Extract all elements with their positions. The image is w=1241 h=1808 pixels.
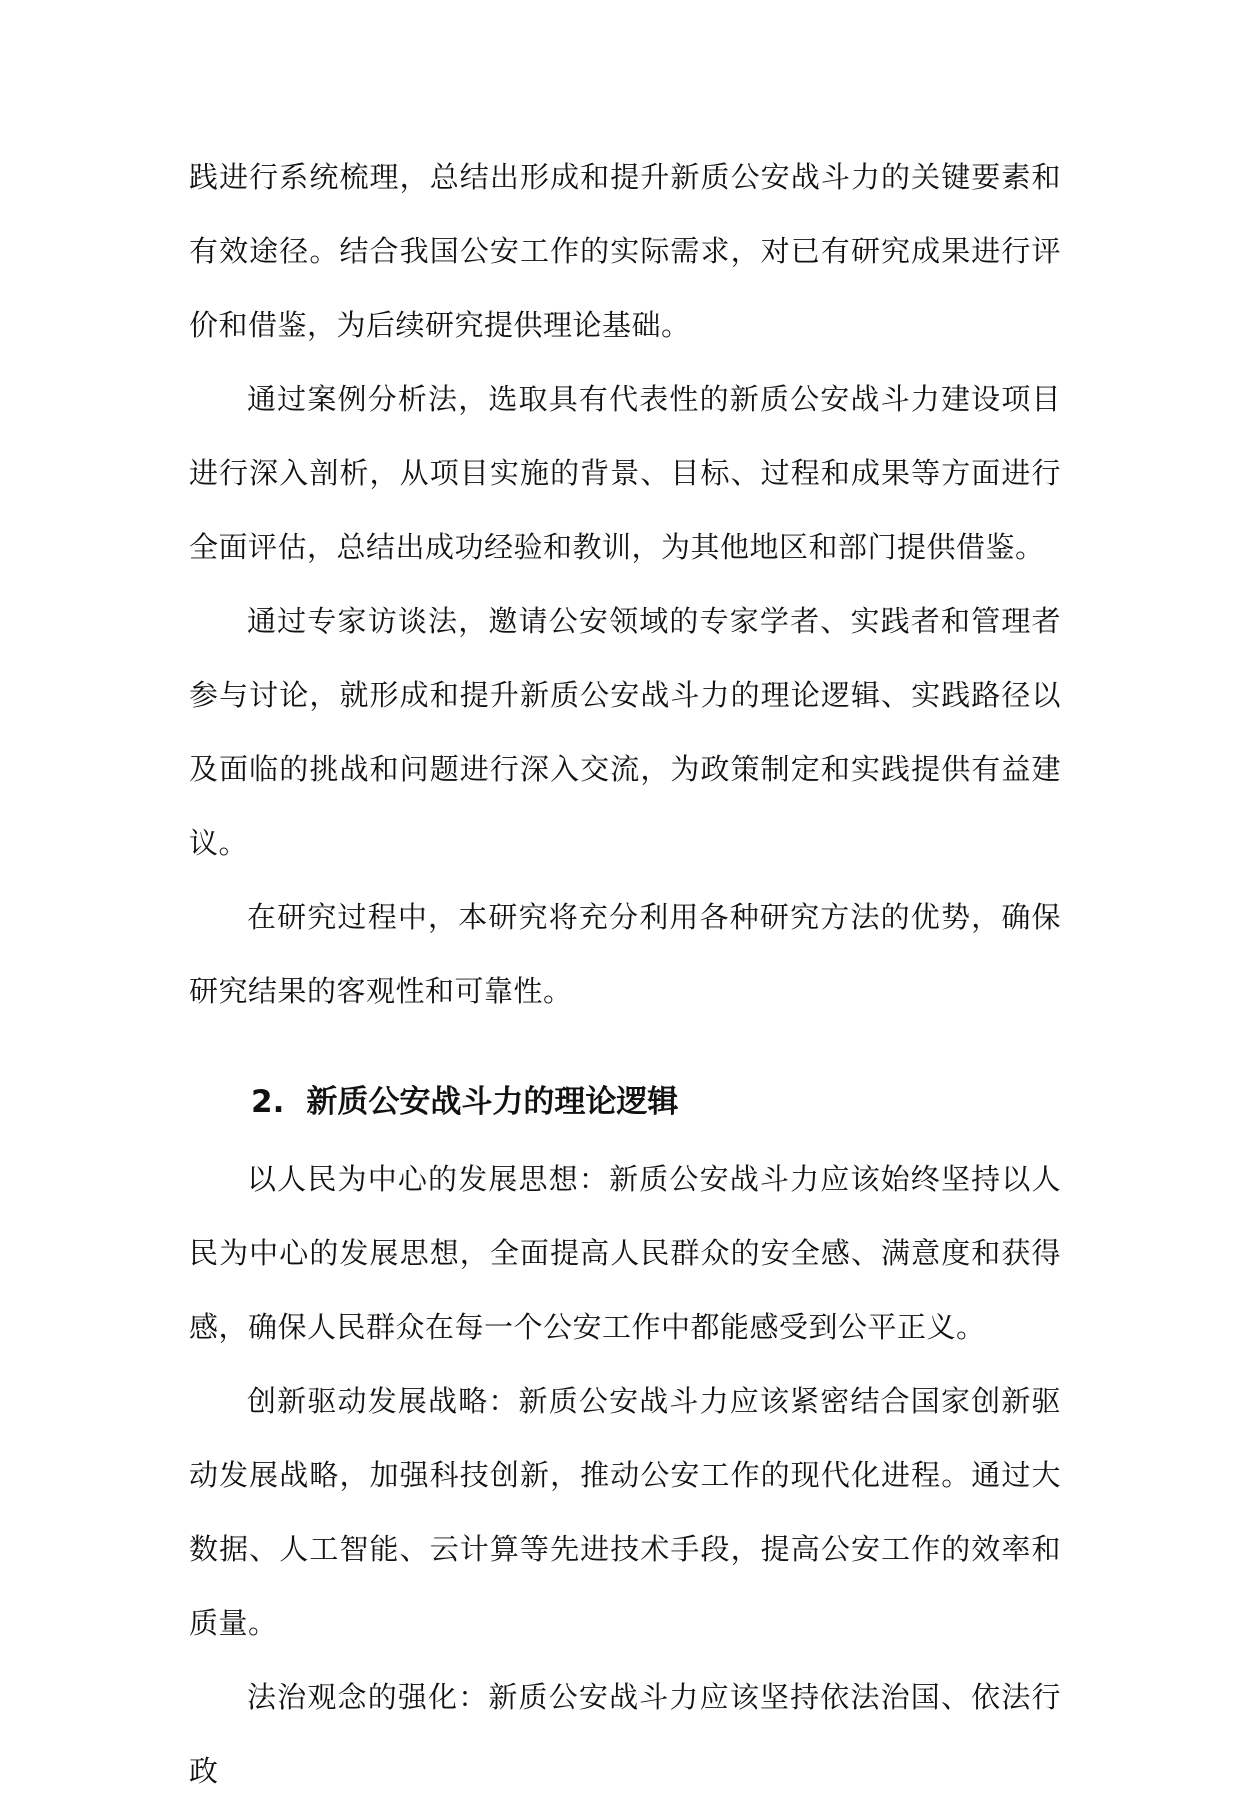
section-title: 新质公安战斗力的理论逻辑 — [306, 1084, 679, 1120]
paragraph: 通过专家访谈法，邀请公安领域的专家学者、实践者和管理者参与讨论，就形成和提升新质公安战斗力的理论逻辑、实践路径以及面临的挑战和问题进行深入交流，为政策制定和实践提供有益建议。 — [189, 604, 1061, 860]
page-content — [189, 140, 1061, 1808]
paragraph: 践进行系统梳理，总结出形成和提升新质公安战斗力的关键要素和有效途径。结合我国公安工作的实际需求，对已有研究成果进行评价和借鉴，为后续研究提供理论基础。 — [189, 160, 1061, 342]
section-heading — [189, 1072, 1061, 1132]
section-number: 2. — [251, 1084, 285, 1120]
paragraph: 法治观念的强化：新质公安战斗力应该坚持依法治国、依法行政 — [189, 1680, 1061, 1788]
paragraph: 创新驱动发展战略：新质公安战斗力应该紧密结合国家创新驱动发展战略，加强科技创新，推动公安工作的现代化进程。通过大数据、人工智能、云计算等先进技术手段，提高公安工作的效率和质量。 — [189, 1384, 1061, 1640]
paragraph: 在研究过程中，本研究将充分利用各种研究方法的优势，确保研究结果的客观性和可靠性。 — [189, 900, 1061, 1008]
paragraph: 以人民为中心的发展思想：新质公安战斗力应该始终坚持以人民为中心的发展思想，全面提高人民群众的安全感、满意度和获得感，确保人民群众在每一个公安工作中都能感受到公平正义。 — [189, 1162, 1061, 1344]
paragraph: 通过案例分析法，选取具有代表性的新质公安战斗力建设项目进行深入剖析，从项目实施的背景、目标、过程和成果等方面进行全面评估，总结出成功经验和教训，为其他地区和部门提供借鉴。 — [189, 382, 1061, 564]
